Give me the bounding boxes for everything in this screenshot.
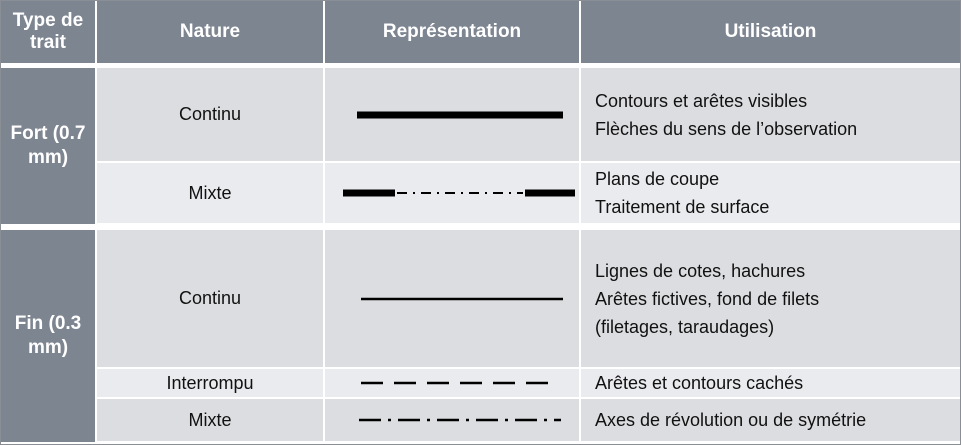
- dashed-line: [325, 373, 581, 393]
- nature-cell: Mixte: [96, 162, 324, 224]
- table-row: [1, 230, 960, 368]
- representation-cell: [324, 230, 580, 368]
- nature-cell: Interrompu: [96, 368, 324, 398]
- line-types-table: [1, 1, 960, 443]
- use-line: Arêtes fictives, fond de filets: [595, 288, 820, 309]
- table-row: [1, 398, 960, 442]
- type-cell-fort: Fort (0.7 mm): [1, 68, 96, 224]
- utilisation-cell: [580, 68, 960, 162]
- table-row: [1, 68, 960, 162]
- header-type: Type de trait: [1, 1, 96, 63]
- type-cell-fin: Fin (0.3 mm): [1, 230, 96, 442]
- use-line: Lignes de cotes, hachures: [595, 260, 806, 281]
- representation-cell: [324, 368, 580, 398]
- use-line: Traitement de surface: [595, 197, 770, 217]
- representation-cell: [324, 398, 580, 442]
- nature-cell: Mixte: [96, 398, 324, 442]
- use-line: (filetages, taraudages): [595, 316, 775, 337]
- nature-cell: Continu: [96, 68, 324, 162]
- utilisation-cell: [580, 398, 960, 442]
- use-line: Axes de révolution ou de symétrie: [595, 410, 867, 430]
- utilisation-cell: [580, 230, 960, 368]
- utilisation-cell: [580, 162, 960, 224]
- utilisation-cell: [580, 368, 960, 398]
- header-representation: Représentation: [324, 1, 580, 63]
- header-nature: Nature: [96, 1, 324, 63]
- thin-mixed-line: [325, 410, 581, 430]
- use-line: Flèches du sens de l’observation: [595, 118, 858, 139]
- use-line: Contours et arêtes visibles: [595, 90, 808, 111]
- representation-cell: [324, 68, 580, 162]
- use-line: Arêtes et contours cachés: [595, 373, 804, 393]
- thick-mixed-line: [325, 183, 581, 203]
- thin-continuous-line: [325, 289, 581, 309]
- nature-cell: Continu: [96, 230, 324, 368]
- header-row: [1, 1, 960, 63]
- header-utilisation: Utilisation: [580, 1, 960, 63]
- thick-continuous-line: [325, 105, 581, 125]
- representation-cell: [324, 162, 580, 224]
- use-line: Plans de coupe: [595, 169, 720, 189]
- table-row: [1, 162, 960, 224]
- table-row: [1, 368, 960, 398]
